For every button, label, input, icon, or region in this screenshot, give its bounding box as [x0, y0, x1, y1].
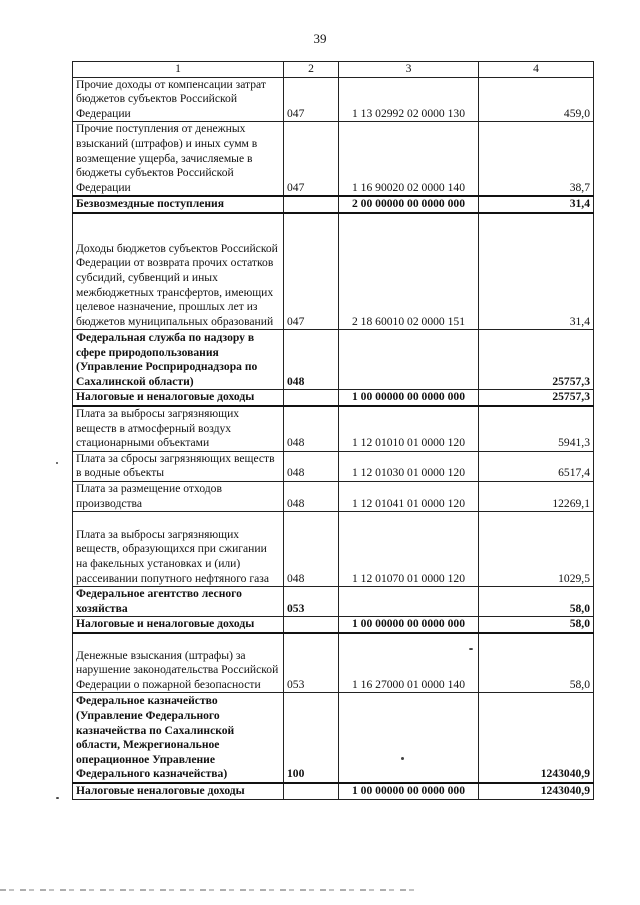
row-admin-code: 047 [284, 122, 339, 196]
row-budget-code: 1 16 27000 01 0000 140 [339, 633, 479, 693]
table-row [73, 213, 594, 330]
row-amount: 459,0 [479, 77, 594, 122]
table-row [73, 587, 594, 617]
row-budget-code [339, 693, 479, 783]
table-row [73, 783, 594, 799]
page-number: 39 [313, 31, 327, 46]
row-name: Безвозмездные поступления [73, 196, 284, 213]
row-amount: 1243040,9 [479, 783, 594, 799]
row-amount: 38,7 [479, 122, 594, 196]
row-name: Федеральная служба по надзору в сфере природопользования (Управление Росприроднадзора по Сахалинской области) [73, 330, 284, 390]
row-budget-code: 2 18 60010 02 0000 151 [339, 213, 479, 330]
column-header-3: 3 [339, 62, 479, 78]
row-name: Плата за выбросы загрязняющих веществ, образующихся при сжигании на факельных установках и (или) рассеивании попутного нефтяного газа [73, 512, 284, 587]
row-amount: 12269,1 [479, 482, 594, 512]
row-name: Прочие поступления от денежных взысканий (штрафов) и иных сумм в возмещение ущерба, зачисляемые в бюджеты субъектов Российской Федерации [73, 122, 284, 196]
scan-speck [401, 757, 404, 760]
row-name: Федеральное агентство лесного хозяйства [73, 587, 284, 617]
table-row [73, 196, 594, 213]
row-budget-code: 1 00 00000 00 0000 000 [339, 617, 479, 633]
table-row [73, 406, 594, 451]
row-budget-code [339, 330, 479, 390]
row-budget-code: 1 16 90020 02 0000 140 [339, 122, 479, 196]
row-budget-code: 1 12 01041 01 0000 120 [339, 482, 479, 512]
row-amount: 25757,3 [479, 330, 594, 390]
row-amount: 1243040,9 [479, 693, 594, 783]
table-row [73, 693, 594, 783]
row-amount: 31,4 [479, 196, 594, 213]
row-amount: 6517,4 [479, 451, 594, 481]
row-amount: 58,0 [479, 633, 594, 693]
table-row [73, 390, 594, 406]
row-name: Плата за размещение отходов производства [73, 482, 284, 512]
row-budget-code: 1 13 02992 02 0000 130 [339, 77, 479, 122]
column-header-1: 1 [73, 62, 284, 78]
row-amount: 31,4 [479, 213, 594, 330]
table-header-row [73, 62, 594, 78]
row-name: Федеральное казначейство (Управление Федерального казначейства по Сахалинской области, Межрегиональное операционное Управление Федерального казначейства) [73, 693, 284, 783]
row-admin-code: 048 [284, 512, 339, 587]
row-admin-code: 053 [284, 633, 339, 693]
row-name: Налоговые неналоговые доходы [73, 783, 284, 799]
row-admin-code [284, 390, 339, 406]
row-admin-code: 053 [284, 587, 339, 617]
scan-speck [469, 648, 473, 650]
row-name: Плата за сбросы загрязняющих веществ в водные объекты [73, 451, 284, 481]
table-row [73, 122, 594, 196]
scan-speck [56, 462, 58, 464]
row-admin-code [284, 196, 339, 213]
row-amount: 1029,5 [479, 512, 594, 587]
row-budget-code: 2 00 00000 00 0000 000 [339, 196, 479, 213]
row-admin-code: 100 [284, 693, 339, 783]
row-budget-code: 1 12 01010 01 0000 120 [339, 406, 479, 451]
row-budget-code [339, 587, 479, 617]
table-row [73, 512, 594, 587]
row-admin-code: 047 [284, 213, 339, 330]
table-row [73, 482, 594, 512]
row-budget-code: 1 00 00000 00 0000 000 [339, 390, 479, 406]
scan-speck [56, 797, 59, 799]
scan-artifact-line [0, 889, 420, 891]
row-admin-code: 048 [284, 330, 339, 390]
revenue-table [72, 61, 594, 800]
row-budget-code: 1 12 01070 01 0000 120 [339, 512, 479, 587]
row-name: Прочие доходы от компенсации затрат бюджетов субъектов Российской Федерации [73, 77, 284, 122]
column-header-2: 2 [284, 62, 339, 78]
row-amount: 25757,3 [479, 390, 594, 406]
table-row [73, 451, 594, 481]
row-admin-code: 048 [284, 406, 339, 451]
row-budget-code: 1 12 01030 01 0000 120 [339, 451, 479, 481]
row-name: Денежные взыскания (штрафы) за нарушение законодательства Российской Федерации о пожарной безопасности [73, 633, 284, 693]
row-name: Налоговые и неналоговые доходы [73, 617, 284, 633]
row-admin-code: 048 [284, 451, 339, 481]
row-budget-code: 1 00 00000 00 0000 000 [339, 783, 479, 799]
table-row [73, 77, 594, 122]
column-header-4: 4 [479, 62, 594, 78]
row-admin-code: 048 [284, 482, 339, 512]
row-admin-code [284, 783, 339, 799]
table-row [73, 617, 594, 633]
row-amount: 58,0 [479, 587, 594, 617]
row-amount: 58,0 [479, 617, 594, 633]
row-amount: 5941,3 [479, 406, 594, 451]
row-name: Плата за выбросы загрязняющих веществ в атмосферный воздух стационарными объектами [73, 406, 284, 451]
table-row [73, 330, 594, 390]
row-admin-code [284, 617, 339, 633]
row-name: Доходы бюджетов субъектов Российской Федерации от возврата прочих остатков субсидий, субвенций и иных межбюджетных трансфертов, имеющих целевое назначение, прошлых лет из бюджетов муниципальных образований [73, 213, 284, 330]
row-admin-code: 047 [284, 77, 339, 122]
row-name: Налоговые и неналоговые доходы [73, 390, 284, 406]
table-row [73, 633, 594, 693]
